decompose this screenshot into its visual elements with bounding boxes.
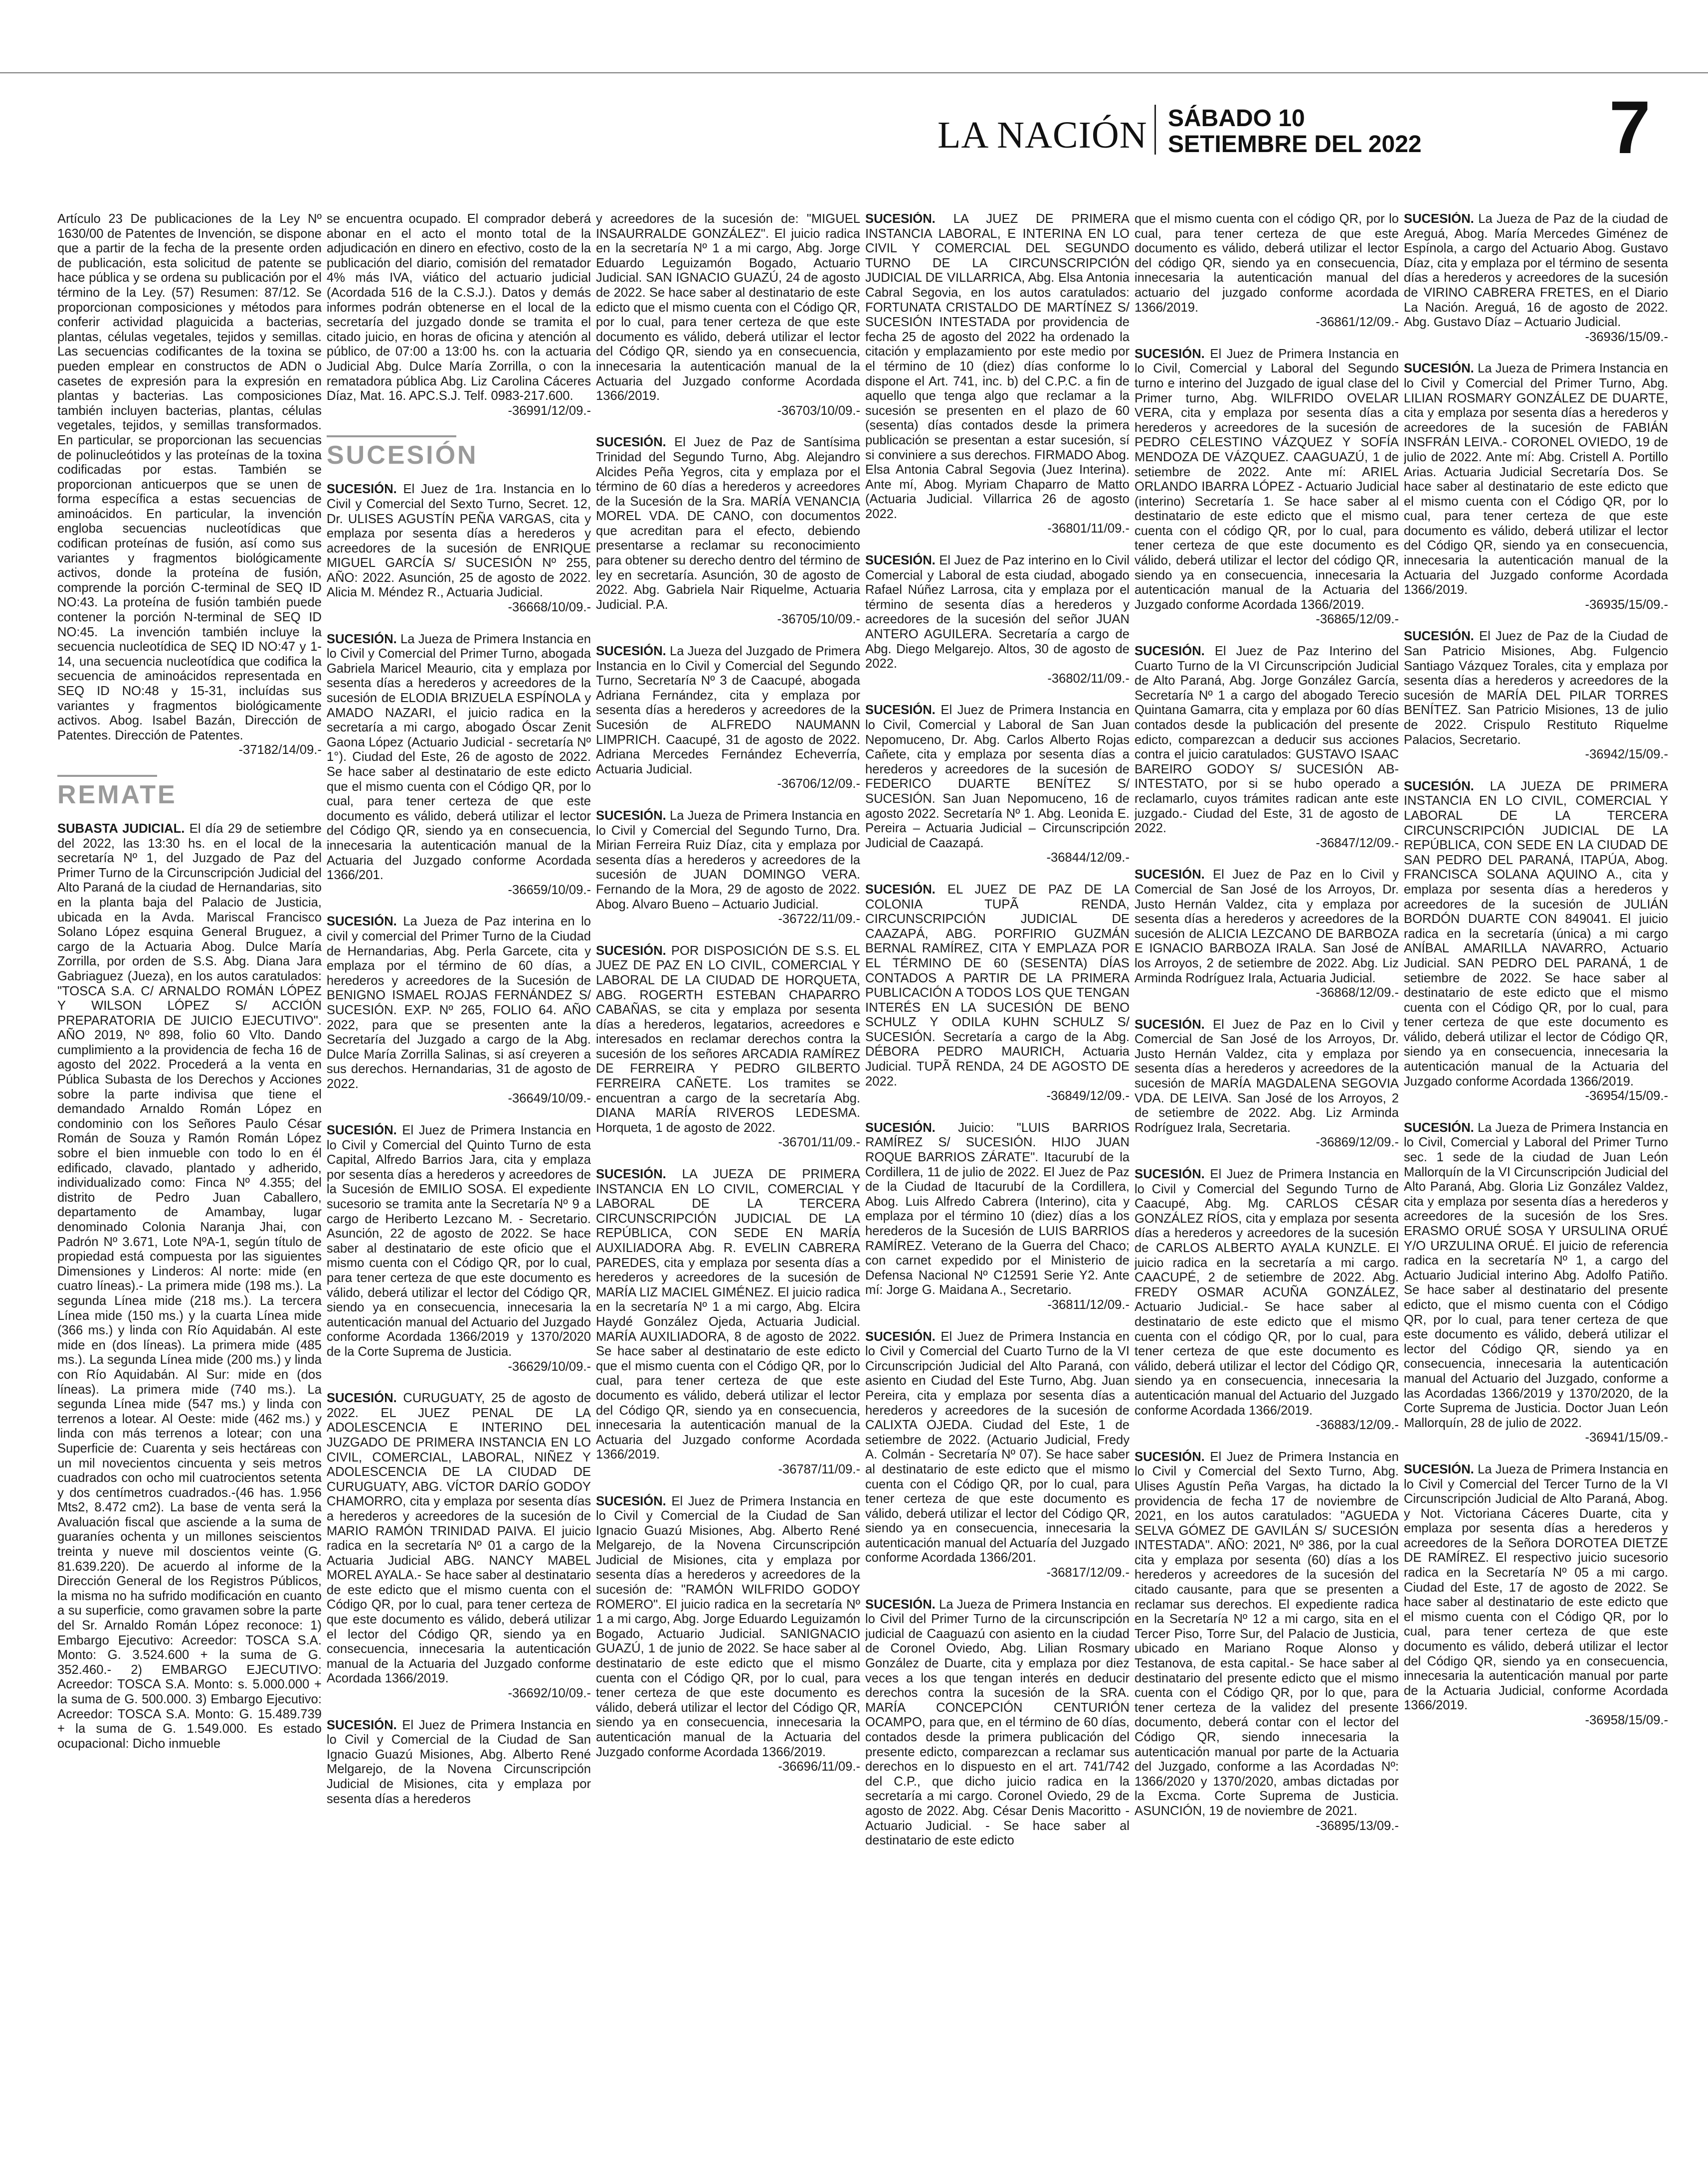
notice: SUCESIÓN. La Jueza del Juzgado de Primera Instancia en lo Civil y Comercial del Segundo Turno, Secretaría Nº 3 de Caacupé, abogada Adriana Fernández, cita y emplaza por sesenta días a herederos y acreedores de la Sucesión de ALFREDO NAUMANN LIMPRICH. Caacupé, 31 de agosto de 2022. Adriana Mercedes Fernández Echeverría, Actuaria Judicial. -36706/12/09.- (596, 644, 860, 791)
column-5 (1135, 212, 1399, 2157)
section-heading-remate: REMATE (57, 775, 157, 809)
notice: SUCESIÓN. El Juez de Paz interino en lo Civil Comercial y Laboral de esta ciudad, abogado Rafael Núñez Larrosa, cita y emplaza por el término de sesenta días a herederos y acreedores de la sucesión del señor JUAN ANTERO AGUILERA. Secretaría a cargo de Abg. Diego Melgarejo. Altos, 30 de agosto de 2022. -36802/11/09.- (865, 553, 1130, 686)
column-3 (596, 212, 860, 2157)
notice: SUCESIÓN. La Jueza de Primera Instancia en lo Civil y Comercial del Primer Turno, Abg. LILIAN ROSMARY GONZÁLEZ DE DUARTE, cita y emplaza por sesenta días a herederos y acreedores de la sucesión de FABIÁN INSFRÁN LEIVA.- CORONEL OVIEDO, 19 de julio de 2022. Ante mí: Abg. Cristell A. Portillo Arias. Actuaria Judicial Secretaría Dos. Se hace saber al destinatario de este edicto que el mismo cuenta con el Código QR, por lo cual, para tener certeza de que este documento es válido, deberá utilizar el lector del Código QR, siendo ya en consecuencia, innecesaria la autenticación manual de la Actuaria del Juzgado conforme Acordada 1366/2019. -36935/15/09.- (1404, 362, 1668, 612)
date-line-2: SETIEMBRE DEL 2022 (1168, 131, 1422, 158)
page-number: 7 (1609, 85, 1651, 169)
notice: y acreedores de la sucesión de: "MIGUEL INSAURRALDE GONZÁLEZ". El juicio radica en la secretaría Nº 1 a mi cargo, Abg. Jorge Eduardo Leguizamón Bogado, Actuario Judicial. SAN IGNACIO GUAZÚ, 24 de agosto de 2022. Se hace saber al destinatario de este edicto que el mismo cuenta con el Código QR, por lo cual, para tener certeza de que este documento es válido, deberá utilizar el lector del Código QR, siendo ya en consecuencia, innecesaria la autenticación manual de la Actuaria del Juzgado conforme Acordada 1366/2019. -36703/10/09.- (596, 212, 860, 418)
column-6 (1404, 212, 1668, 2157)
notice: SUCESIÓN. El Juez de 1ra. Instancia en lo Civil y Comercial del Sexto Turno, Secret. 12, Dr. ULISES AGUSTÍN PEÑA VARGAS, cita y emplaza por sesenta días a herederos y acreedores de la sucesión de ENRIQUE MIGUEL GARCÍA S/ SUCESIÓN Nº 255, AÑO: 2022. Asunción, 25 de agosto de 2022. Alicia M. Méndez R., Actuaria Judicial. -36668/10/09.- (327, 482, 591, 615)
notice: SUCESIÓN. El Juez de Paz de la Ciudad de San Patricio Misiones, Abg. Fulgencio Santiago Vázquez Torales, cita y emplaza por sesenta días a herederos y acreedores de la sucesión de MARÍA DEL PILAR TORRES BENÍTEZ. San Patricio Misiones, 13 de julio de 2022. Crispulo Restituto Riquelme Palacios, Secretario. -36942/15/09.- (1404, 629, 1668, 762)
notice: SUCESIÓN. El Juez de Primera Instancia en lo Civil y Comercial de la Ciudad de San Ignacio Guazú Misiones, Abg. Alberto René Melgarejo, de la Novena Circunscripción Judicial de Misiones, cita y emplaza por sesenta días a herederos y acreedores de la sucesión de: "RAMÓN WILFRIDO GODOY ROMERO". El juicio radica en la secretaría Nº 1 a mi cargo, Abg. Jorge Eduardo Leguizamón Bogado, Actuario Judicial. SANIGNACIO GUAZÚ, 1 de junio de 2022. Se hace saber al destinatario de este edicto que el mismo cuenta con el Código QR, por lo cual, para tener certeza de que este documento es válido, deberá utilizar el lector del Código QR, siendo ya en consecuencia, innecesaria la autenticación manual de la Actuaria del Juzgado conforme Acordada 1366/2019. -36696/11/09.- (596, 1494, 860, 1774)
notice: SUCESIÓN. La Jueza de Paz de la ciudad de Areguá, Abog. María Mercedes Giménez de Espínola, a cargo del Actuario Abog. Gustavo Díaz, cita y emplaza por el término de sesenta días a herederos y acreedores de la sucesión de VIRINO CABRERA FRETES, en el Diario La Nación. Areguá, 16 de agosto de 2022. Abg. Gustavo Díaz – Actuario Judicial. -36936/15/09.- (1404, 212, 1668, 344)
notice: SUCESIÓN. El Juez de Paz en lo Civil y Comercial de San José de los Arroyos, Dr. Justo Hernán Valdez, cita y emplaza por sesenta días a herederos y acreedores de la sucesión de MARÍA MAGDALENA SEGOVIA VDA. DE LEIVA. San José de los Arroyos, 2 de setiembre de 2022. Abg. Liz Arminda Rodríguez Irala, Secretaria. -36869/12/09.- (1135, 1017, 1399, 1150)
top-rule (0, 72, 1708, 73)
notice: SUCESIÓN. Juicio: "LUIS BARRIOS RAMÍREZ S/ SUCESIÓN. HIJO JUAN ROQUE BARRIOS ZÁRATE". Itacurubí de la Cordillera, 11 de julio de 2022. El Juez de Paz de la Ciudad de Itacurubí de la Cordillera, Abog. Luis Alfredo Cabrera (Interino), cita y emplaza por el término 10 (diez) días a los herederos de la Sucesión de LUIS BARRIOS RAMÍREZ. Veterano de la Guerra del Chaco; con carnet expedido por el Ministerio de Defensa Nacional Nº C12591 Serie Y2. Ante mí: Jorge G. Maidana A., Secretario. -36811/12/09.- (865, 1120, 1130, 1312)
date-line-1: SÁBADO 10 (1168, 105, 1305, 132)
notice: SUCESIÓN. El Juez de Paz Interino del Cuarto Turno de la VI Circunscripción Judicial de Alto Paraná, Abg. Jorge González García, Secretaría Nº 1 a cargo del abogado Terecio Quintana Gamarra, cita y emplaza por 60 días contados desde la publicación del presente edicto, comparezcan a deducir sus acciones contra el juicio caratulados: GUSTAVO ISAAC BAREIRO GODOY S/ SUCESIÓN AB-INTESTATO, por si se hubo operado a reclamarlo, cuyos trámites radican ante este juzgado.- Ciudad del Este, 31 de agosto de 2022. -36847/12/09.- (1135, 644, 1399, 850)
issue-date (1168, 106, 1422, 158)
masthead-divider (1154, 105, 1156, 155)
section-heading-sucesion: SUCESIÓN (327, 435, 456, 469)
notice: SUCESIÓN. CURUGUATY, 25 de agosto de 2022. EL JUEZ PENAL DE LA ADOLESCENCIA E INTERINO DEL JUZGADO DE PRIMERA INSTANCIA EN LO CIVIL, COMERCIAL, LABORAL, NIÑEZ Y ADOLESCENCIA DE LA CIUDAD DE CURUGUATY, ABG. VÍCTOR DARÍO GODOY CHAMORRO, cita y emplaza por sesenta días a herederos y acreedores de la sucesión de MARIO RAMÓN TRINIDAD PAIVA. El juicio radica en la secretaría Nº 01 a cargo de la Actuaria Judicial ABG. NANCY MABEL MOREL AYALA.- Se hace saber al destinatario de este edicto que el mismo cuenta con el Código QR, por lo cual, para tener certeza de que este documento es válido, deberá utilizar el lector del Código QR, siendo ya en consecuencia, innecesaria la autenticación manual de la Actuaria del Juzgado conforme Acordada 1366/2019. -36692/10/09.- (327, 1391, 591, 1701)
notice-remate: SUBASTA JUDICIAL. El día 29 de setiembre del 2022, las 13:30 hs. en el local de la secretaría Nº 1, del Juzgado de Paz del Primer Turno de la Circunscripción Judicial del Alto Paraná de la ciudad de Hernandarias, sito en la planta baja del Palacio de Justicia, ubicada en la Avda. Mariscal Francisco Solano López esquina General Bruguez, a cargo de la Actuaria Abog. Dulce María Zorrilla, por orden de S.S. Abg. Diana Jara Gabriaguez (Jueza), en los autos caratulados: "TOSCA S.A. C/ ARNALDO ROMÁN LÓPEZ Y WILSON LÓPEZ S/ ACCIÓN PREPARATORIA DE JUICIO EJECUTIVO". AÑO 2019, Nº 898, folio 60 Vlto. Dando cumplimiento a la providencia de fecha 16 de agosto del 2022. Procederá a la venta en Pública Subasta de los Derechos y Acciones sobre la parte indivisa que tiene el demandado Arnaldo Román López en condominio con los Señores Paulo César Román de Souza y Ramón Román López sobre el bien inmueble con todo lo en él edificado, clavado, plantado y adherido, individualizado como: Finca Nº 4.355; del distrito de Pedro Juan Caballero, departamento de Amambay, lugar denominado Colonia Naranja Jhai, con Padrón Nº 3.671, Lote NºA-1, según título de propiedad está compuesta por las siguientes Dimensiones y Linderos: Al norte: mide (en cuatro líneas).- La primera mide (198 ms.). La segunda Línea mide (218 ms.). La tercera Línea mide (150 ms.) y la cuarta Línea mide (366 ms.) y linda con Río Aquidabán. Al este mide en (dos líneas). La primera mide (485 ms.). La segunda Línea mide (200 ms.) y linda con Río Aquidabán. Al Sur: mide en (dos líneas). La primera mide (740 ms.). La segunda Línea mide (547 ms.) y linda con terrenos a lotear. Al Oeste: mide (462 ms.) y linda con más terrenos a lotear; con una Superficie de: Cuarenta y seis hectáreas con un mil novecientos cincuenta y seis metros cuadrados con ocho mil cuatrocientos setenta y dos centímetros cuadrados.-(46 has. 1.956 Mts2, 8.472 cm2). La base de venta será la Avaluación fiscal que asciende a la suma de guaraníes ochenta y un millones seiscientos treinta y nueve mil doscientos veinte (G. 81.639.220). De acuerdo al informe de la Dirección General de los Registros Públicos, la misma no ha sufrido modificación en cuanto a su superficie, como gravamen sobre la parte del Sr. Arnaldo Román López reconoce: 1) Embargo Ejecutivo: Acreedor: TOSCA S.A. Monto: G. 3.524.600 + la suma de G. 352.460.- 2) EMBARGO EJECUTIVO: Acreedor: TOSCA S.A. Monto: s. 5.000.000 + la suma de G. 500.000. 3) Embargo Ejecutivo: Acreedor: TOSCA S.A. Monto: G. 15.489.739 + la suma de G. 1.549.000. Es estado ocupacional: Dicho inmueble (57, 821, 322, 1751)
notice: SUCESIÓN. El Juez de Paz de Santísima Trinidad del Segundo Turno, Abg. Alejandro Alcides Peña Yegros, cita y emplaza por el término de 60 días a herederos y acreedores de la Sucesión de la Sra. MARÍA VENANCIA MOREL VDA. DE CANO, con documentos que acreditan para el efecto, debiendo presentarse a reclamar su reconocimiento para obtener su derecho dentro del término de ley en secretaría. Asunción, 30 de agosto de 2022. Abg. Gabriela Nair Riquelme, Actuaria Judicial. P.A. -36705/10/09.- (596, 435, 860, 627)
notice: SUCESIÓN. La Jueza de Primera Instancia en lo Civil y Comercial del Segundo Turno, Dra. Mirian Ferreira Ruiz Díaz, cita y emplaza por sesenta días a herederos y acreedores de la sucesión de JUAN DOMINGO VERA. Fernando de la Mora, 29 de agosto de 2022. Abog. Alvaro Bueno – Actuario Judicial. -36722/11/09.- (596, 808, 860, 926)
notice: SUCESIÓN. EL JUEZ DE PAZ DE LA COLONIA TUPÃ RENDA, CIRCUNSCRIPCIÓN JUDICIAL DE CAAZAPÁ, ABG. PORFIRIO GUZMÁN BERNAL RAMÍREZ, CITA Y EMPLAZA POR EL TÉRMINO DE 60 (SESENTA) DÍAS CONTADOS A PARTIR DE LA PRIMERA PUBLICACIÓN A TODOS LOS QUE TENGAN INTERÉS EN LA SUCESIÓN DE BENO SCHULZ Y ODILA KUHN SCHULZ S/ SUCESIÓN. Secretaría a cargo de la Abg. DÉBORA PEDRO MAURICH, Actuaria Judicial. TUPÃ RENDA, 24 DE AGOSTO DE 2022. -36849/12/09.- (865, 882, 1130, 1103)
notice: SUCESIÓN. LA JUEZ DE PRIMERA INSTANCIA LABORAL, E INTERINA EN LO CIVIL Y COMERCIAL DEL SEGUNDO TURNO DE LA CIRCUNSCRIPCIÓN JUDICIAL DE VILLARRICA, Abg. Elsa Antonia Cabral Segovia, en los autos caratulados: FORTUNATA CRISTALDO DE MARTÍNEZ S/ SUCESIÓN INTESTADA por providencia de fecha 25 de agosto del 2022 ha ordenado la citación y emplazamiento por este medio por el término de 10 (diez) días conforme lo dispone el Art. 741, inc. b) del C.P.C. a fin de aquello que tenga algo que reclamar a la sucesión se presenten en el plazo de 60 (sesenta) días contados desde la primera publicación se presentan a estar sucesión, sí si conviniere a sus derechos. FIRMADO Abog. Elsa Antonia Cabral Segovia (Juez Interina). Ante mí, Abog. Myriam Chaparro de Matto (Actuaria Judicial. Villarrica 26 de agosto 2022. -36801/11/09.- (865, 212, 1130, 536)
notice: SUCESIÓN. La Jueza de Paz interina en lo civil y comercial del Primer Turno de la Ciudad de Hernandarias, Abg. Perla Garcete, cita y emplaza por el término de 60 días, a herederos y acreedores de la Sucesión de BENIGNO ISMAEL ROJAS FERNÁNDEZ S/ SUCESIÓN. EXP. Nº 265, FOLIO 64. AÑO 2022, para que se presenten ante la Secretaría del Juzgado a cargo de la Abg. Dulce María Zorrilla Salinas, si así creyeren a sus derechos. Hernandarias, 31 de agosto de 2022. -36649/10/09.- (327, 914, 591, 1106)
notice: SUCESIÓN. El Juez de Primera Instancia en lo Civil y Comercial de la Ciudad de San Ignacio Guazú Misiones, Abg. Alberto René Melgarejo, de la Novena Circunscripción Judicial de Misiones, cita y emplaza por sesenta días a herederos (327, 1718, 591, 1806)
column-4 (865, 212, 1130, 2157)
notice: SUCESIÓN. El Juez de Primera Instancia en lo Civil, Comercial y Laboral del Segundo turno e interino del Juzgado de igual clase del Primer turno, Abg. WILFRIDO OVELAR VERA, cita y emplaza por sesenta días a herederos y acreedores de la sucesión de PEDRO CELESTINO VÁZQUEZ Y SOFÍA MENDOZA DE VÁZQUEZ. CAAGUAZÚ, 1 de setiembre de 2022. Ante mí: ARIEL ORLANDO IBARRA LÓPEZ - Actuario Judicial (interino) Secretaría 1. Se hace saber al destinatario de este edicto que el mismo cuenta con el código QR, por lo cual, para tener certeza de que este documento es válido, deberá utilizar el lector del código QR, siendo ya en consecuencia, innecesaria la autenticación manual de la Actuaria del Juzgado conforme Acordada 1366/2019. -36865/12/09.- (1135, 347, 1399, 627)
notice: que el mismo cuenta con el código QR, por lo cual, para tener certeza de que este documento es válido, deberá utilizar el lector del código QR, siendo ya en consecuencia, innecesaria la autenticación manual del actuario del juzgado conforme acordada 1366/2019. -36861/12/09.- (1135, 212, 1399, 330)
notice: SUCESIÓN. LA JUEZA DE PRIMERA INSTANCIA EN LO CIVIL, COMERCIAL Y LABORAL DE LA TERCERA CIRCUNSCRIPCIÓN JUDICIAL DE LA REPÚBLICA, CON SEDE EN MARÍA AUXILIADORA Abg. R. EVELIN CABRERA PAREDES, cita y emplaza por sesenta días a herederos y acreedores de la sucesión de MARÍA LIZ MACIEL GIMÉNEZ. El juicio radica en la secretaría Nº 1 a mi cargo, Abg. Elcira Haydé González Ojeda, Actuaria Judicial. MARÍA AUXILIADORA, 8 de agosto de 2022. Se hace saber al destinatario de este edicto que el mismo cuenta con el Código QR, por lo cual, para tener certeza de que este documento es válido, deberá utilizar el lector del Código QR, siendo ya en consecuencia, innecesaria la autenticación manual de la Actuaria del Juzgado conforme Acordada 1366/2019. -36787/11/09.- (596, 1167, 860, 1476)
masthead (938, 85, 1671, 169)
notice: SUCESIÓN. LA JUEZA DE PRIMERA INSTANCIA EN LO CIVIL, COMERCIAL Y LABORAL DE LA TERCERA CIRCUNSCRIPCIÓN JUDICIAL DE LA REPÚBLICA, CON SEDE EN LA CIUDAD DE SAN PEDRO DEL PARANÁ, ITAPÚA, Abog. FRANCISCA SOLANA AQUINO A., cita y emplaza por sesenta días a herederos y acreedores de la sucesión de JULIÁN BORDÓN DUARTE CON 849041. El juicio radica en la secretaría (única) a mi cargo ANÍBAL AMARILLA NAVARRO, Actuario Judicial. SAN PEDRO DEL PARANÁ, 1 de setiembre de 2022. Se hace saber al destinatario de este edicto que el mismo cuenta con el Código QR, por lo cual, para tener certeza de que este documento es válido, deberá utilizar el lector de Código QR, siendo ya en consecuencia, innecesaria la autenticación manual de la Actuaria del Juzgado conforme Acordada 1366/2019. -36954/15/09.- (1404, 779, 1668, 1103)
notice: SUCESIÓN. El Juez de Primera Instancia en lo Civil y Comercial del Quinto Turno de esta Capital, Alfredo Barrios Jara, cita y emplaza por sesenta días a herederos y acreedores de la Sucesión de EMILIO SOSA. El expediente sucesorio se tramita ante la Secretaría Nº 9 a cargo de Heriberto Lezcano M. - Secretario. Asunción, 22 de agosto de 2022. Se hace saber al destinatario de este oficio que el mismo cuenta con el Código QR, por lo cual, para tener certeza de que este documento es válido, deberá utilizar el lector del Código QR, siendo ya en consecuencia, innecesaria la autenticación manual del Actuario del Juzgado conforme Acordada 1366/2019 y 1370/2020 de la Corte Suprema de Justicia. -36629/10/09.- (327, 1123, 591, 1374)
notice: SUCESIÓN. La Jueza de Primera Instancia en lo Civil y Comercial del Tercer Turno de la VI Circunscripción Judicial de Alto Paraná, Abog. y Not. Victoriana Cáceres Duarte, cita y emplaza por sesenta días a herederos y acreedores de la Señora DOROTEA DIETZE DE RAMÍREZ. El respectivo juicio sucesorio radica en la Secretaría Nº 05 a mi cargo. Ciudad del Este, 17 de agosto de 2022. Se hace saber al destinatario de este edicto que el mismo cuenta con el Código QR, por lo cual, para tener certeza de que este documento es válido, deberá utilizar el lector del Código QR, siendo ya en consecuencia, innecesaria la autenticación manual por parte de la Actuaria Judicial, conforme Acordada 1366/2019. -36958/15/09.- (1404, 1462, 1668, 1727)
notice: SUCESIÓN. El Juez de Primera Instancia en lo Civil y Comercial del Cuarto Turno de la VI Circunscripción Judicial del Alto Paraná, con asiento en Ciudad del Este Turno, Abg. Juan Pereira, cita y emplaza por sesenta días a herederos y acreedores de la sucesión de CALIXTA OJEDA. Ciudad del Este, 1 de setiembre de 2022. (Actuario Judicial, Fredy A. Colmán - Secretaría Nº 07). Se hace saber al destinatario de este edicto que el mismo cuenta con el Código QR, por lo cual, para tener certeza de que este documento es válido, deberá utilizar el lector del Código QR, siendo ya en consecuencia, innecesaria la autenticación manual del Actuaría del Juzgado conforme Acordada 1366/201. -36817/12/09.- (865, 1329, 1130, 1580)
notice: SUCESIÓN. El Juez de Primera Instancia en lo Civil y Comercial del Sexto Turno, Abg. Ulises Agustín Peña Vargas, ha dictado la providencia de fecha 17 de noviembre de 2021, en los autos caratulados: "AGUEDA SELVA GÓMEZ DE GAVILÁN S/ SUCESIÓN INTESTADA". AÑO: 2021, Nº 386, por la cual cita y emplaza por sesenta (60) días a los herederos y acreedores de la sucesión del citado causante, para que se presenten a reclamar sus derechos. El expediente radica en la Secretaría Nº 12 a mi cargo, sita en el Tercer Piso, Torre Sur, del Palacio de Justicia, ubicado en Mariano Roque Alonso y Testanova, de esta capital.- Se hace saber al destinatario del presente edicto que el mismo cuenta con el Código QR, por lo que, para tener certeza de la validez del presente documento, deberá contar con el lector del Código QR, siendo innecesaria la autenticación manual por parte de la Actuaria del Juzgado, conforme a las Acordadas Nº: 1366/2020 y 1370/2020, ambas dictadas por la Excma. Corte Suprema de Justicia. ASUNCIÓN, 19 de noviembre de 2021. -36895/13/09.- (1135, 1450, 1399, 1833)
notice: SUCESIÓN. La Jueza de Primera Instancia en lo Civil, Comercial y Laboral del Primer Turno sec. 1 sede de la ciudad de Juan León Mallorquín de la VI Circunscripción Judicial del Alto Paraná, Abg. Gloria Liz González Valdez, cita y emplaza por sesenta días a herederos y acreedores de la sucesión de los Sres. ERASMO ORUÉ SOSA Y URSULINA ORUÉ Y/O URZULINA ORUÉ. El juicio de referencia radica en la secretaría Nº 1, a cargo del Actuario Judicial interino Abg. Adolfo Patiño. Se hace saber al destinatario del presente edicto, que el mismo cuenta con el Código QR, por lo cual, para tener certeza de que este documento es válido, deberá utilizar el lector del Código QR, siendo ya en consecuencia, innecesaria la autenticación manual del Actuario del Juzgado, conforme a las Acordadas 1366/2019 y 1370/2020, de la Corte Suprema de Justicia. Doctor Juan León Mallorquín, 28 de julio de 2022. -36941/15/09.- (1404, 1120, 1668, 1445)
notice-patent: Artículo 23 De publicaciones de la Ley Nº 1630/00 de Patentes de Invención, se dispone que a partir de la fecha de la presente orden de publicación, esta solicitud de patente se hace pública y se ordena su publicación por el término de la Ley. (57) Resumen: 87/12. Se proporcionan composiciones y métodos para conferir actividad plaguicida a bacterias, plantas, células vegetales, tejidos y semillas. Las secuencias codificantes de la toxina se pueden emplear en constructos de ADN o casetes de expresión para la expresión en plantas y bacterias. Las composiciones también incluyen bacterias, plantas, células vegetales, tejidos, y semillas transformados. En particular, se proporcionan las secuencias de polinucleótidos y las proteínas de la toxina codificadas por estas. También se proporcionan anticuerpos que se unen de forma específica a estas secuencias de aminoácidos. En particular, la invención engloba secuencias nucleotídicas que codifican proteínas de fusión, así como sus variantes y fragmentos biológicamente activos, donde la proteína de fusión, comprende la porción C-terminal de SEQ ID NO:43. La proteína de fusión también puede contener la porción N-terminal de SEQ ID NO:45. La invención también incluye la secuencia nucleotídica de SEQ ID NO:47 y 1-14, una secuencia nucleotídica que codifica la secuencia de aminoácidos representada en SEQ ID NO:48 y 15-31, incluídas sus variantes y fragmentos biológicamente activos. Abog. Isabel Bazán, Dirección de Patentes. Dirección de Patentes. -37182/14/09.- (57, 212, 322, 757)
newspaper-logo: LA NACIÓN (938, 114, 1147, 156)
notice: SUCESIÓN. El Juez de Paz en lo Civil y Comercial de San José de los Arroyos, Dr. Justo Hernán Valdez, cita y emplaza por sesenta días a herederos y acreedores de la sucesión de ALICIA LEZCANO DE BARBOZA E IGNACIO BARBOZA IRALA. San José de los Arroyos, 2 de setiembre de 2022. Abg. Liz Arminda Rodríguez Irala, Actuaria Judicial. -36868/12/09.- (1135, 868, 1399, 1000)
notice: SUCESIÓN. El Juez de Primera Instancia en lo Civil y Comercial del Segundo Turno de Caacupé, Abg. Mg. CARLOS CÉSAR GONZÁLEZ RÍOS, cita y emplaza por sesenta días a herederos y acreedores de la sucesión de CARLOS ALBERTO AYALA KUNZLE. El juicio radica en la secretaría a mi cargo. CAACUPÉ, 2 de setiembre de 2022. Abg. FREDY OSMAR ACUÑA GONZÁLEZ, Actuario Judicial.- Se hace saber al destinatario de este edicto que el mismo cuenta con el código QR, por lo cual, para tener certeza de que este documento es válido, deberá utilizar el lector del Código QR, siendo ya en consecuencia, innecesaria la autenticación manual del Actuario del Juzgado conforme Acordada 1366/2019. -36883/12/09.- (1135, 1167, 1399, 1433)
notice: SUCESIÓN. La Jueza de Primera Instancia en lo Civil y Comercial del Primer Turno, abogada Gabriela Maricel Meaurio, cita y emplaza por sesenta días a herederos y acreedores de la sucesión de ELODIA BRIZUELA ESPÍNOLA y AMADO NAZARI, el juicio radica en la secretaría a mi cargo, abogado Óscar Zenit Gaona López (Actuario Judicial - secretaría Nº 1°). Ciudad del Este, 26 de agosto de 2022. Se hace saber al destinatario de este edicto que el mismo cuenta con el Código QR, por lo cual, para tener certeza de que este documento es válido, deberá utilizar el lector del Código QR, siendo ya en consecuencia, innecesaria la autenticación manual de la Actuaria del Juzgado conforme Acordada 1366/201. -36659/10/09.- (327, 632, 591, 897)
column-2 (327, 212, 591, 2157)
notice: SUCESIÓN. El Juez de Primera Instancia en lo Civil, Comercial y Laboral de San Juan Nepomuceno, Dr. Abg. Carlos Alberto Rojas Cañete, cita y emplaza por sesenta días a herederos y acreedores de la sucesión de FEDERICO DUARTE BENÍTEZ S/ SUCESIÓN. San Juan Nepomuceno, 16 de agosto 2022. Secretaría Nº 1. Abg. Leonida E. Pereira – Actuaria Judicial – Circunscripción Judicial de Caazapá. -36844/12/09.- (865, 703, 1130, 865)
column-1 (57, 212, 322, 2157)
notice: se encuentra ocupado. El comprador deberá abonar en el acto el monto total de la adjudicación en dinero en efectivo, costo de la publicación del diario, comisión del rematador 4% más IVA, viático del actuario judicial (Acordada 516 de la C.S.J.). Datos y demás informes podrán obtenerse en el local de la secretaría del juzgado donde se tramita el citado juicio, en horas de oficina y atención al público, de 07:00 a 13:00 hs. con la actuaria Judicial Abg. Dulce María Zorrilla, o con la rematadora pública Abg. Liz Carolina Cáceres Díaz, Mat. 16. APC.S.J. Telf. 0983-217.600. -36991/12/09.- (327, 212, 591, 418)
notice: SUCESIÓN. La Jueza de Primera Instancia en lo Civil del Primer Turno de la circunscripción judicial de Caaguazú con asiento en la ciudad de Coronel Oviedo, Abg. Lilian Rosmary González de Duarte, cita y emplaza por diez veces a los que tengan interés en deducir derechos contra la sucesión de la SRA. MARÍA CONCEPCIÓN CENTURIÓN OCAMPO, para que, en el término de 60 días, contados desde la primera publicación del presente edicto, comparezcan a reclamar sus derechos en lo dispuesto en el art. 741/742 del C.P., que dicho juicio radica en la secretaría a mi cargo. Coronel Oviedo, 29 de agosto de 2022. Abg. César Denis Macoritto - Actuario Judicial. - Se hace saber al destinatario de este edicto (865, 1597, 1130, 1848)
notice: SUCESIÓN. POR DISPOSICIÓN DE S.S. EL JUEZ DE PAZ EN LO CIVIL, COMERCIAL Y LABORAL DE LA CIUDAD DE HORQUETA, ABG. ROGERTH ESTEBAN CHAPARRO CABAÑAS, se cita y emplaza por sesenta días a herederos, legatarios, acreedores e interesados en reclamar derechos contra la sucesión de los señores ARCADIA RAMÍREZ DE FERREIRA Y PEDRO GILBERTO FERREIRA CAÑETE. Los tramites se encuentran a cargo de la secretaría Abg. DIANA MARÍA RIVEROS LEDESMA. Horqueta, 1 de agosto de 2022. -36701/11/09.- (596, 943, 860, 1150)
